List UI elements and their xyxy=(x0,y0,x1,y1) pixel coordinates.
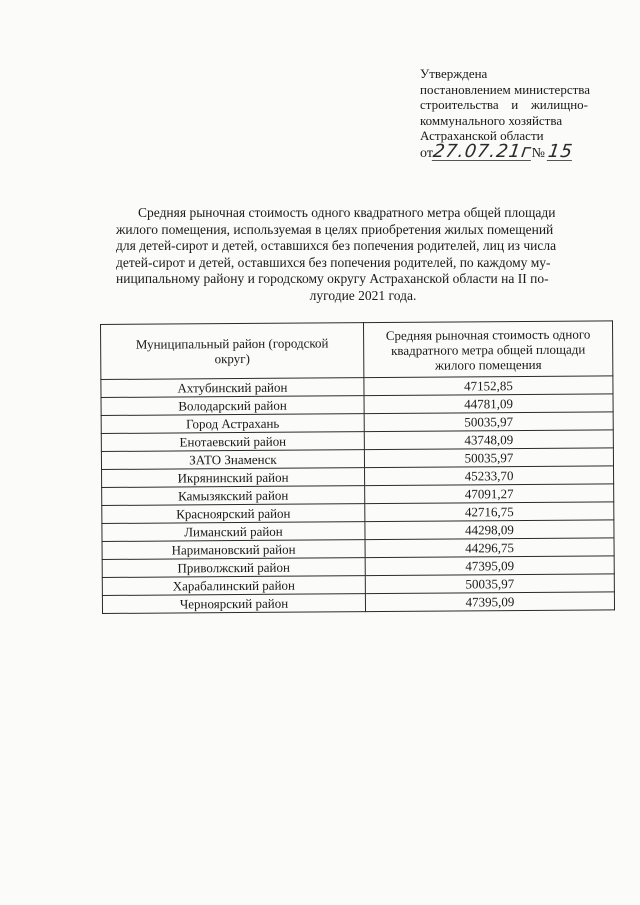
title-line: Средняя рыночная стоимость одного квадратного метра общей площади xyxy=(138,205,556,220)
price-cell: 45233,70 xyxy=(365,466,614,486)
district-cell: Харабалинский район xyxy=(102,576,365,596)
header-district-line: Муниципальный район (городской xyxy=(135,335,329,352)
approval-line-3 xyxy=(420,97,588,113)
header-district-line: округ) xyxy=(214,350,250,367)
header-price-line: квадратного метра общей площади xyxy=(390,341,586,358)
title-line: детей-сирот и детей, оставшихся без попечения родителей, по каждому му- xyxy=(116,254,551,270)
district-cell: Ахтубинский район xyxy=(101,378,364,398)
header-district xyxy=(101,323,364,380)
title-line: для детей-сирот и детей, оставшихся без попечения родителей, лиц из числа xyxy=(116,238,557,253)
district-cell: Икрянинский район xyxy=(102,468,365,488)
approval-date-line xyxy=(420,140,575,162)
price-cell: 50035,97 xyxy=(364,412,613,432)
approval-line-5: Астраханской области xyxy=(420,128,544,143)
price-cell: 47395,09 xyxy=(365,592,614,612)
price-cell: 44298,09 xyxy=(365,520,614,540)
price-cell: 44296,75 xyxy=(365,538,614,558)
district-cell: Володарский район xyxy=(101,396,364,416)
price-cell: 47395,09 xyxy=(365,556,614,576)
date-prefix: от xyxy=(420,145,433,161)
price-cell: 50035,97 xyxy=(364,448,613,468)
title-line: ниципальному району и городскому округу Астраханской области на II по- xyxy=(116,271,549,286)
title-line: лугодие 2021 года. xyxy=(309,287,417,303)
district-cell: Лиманский район xyxy=(102,522,365,542)
handwritten-date: 27.07.21г xyxy=(431,140,534,162)
district-cell: Черноярский район xyxy=(102,594,365,614)
header-price xyxy=(363,321,612,378)
price-cell: 47152,85 xyxy=(364,376,613,396)
district-cell: ЗАТО Знаменск xyxy=(101,450,364,470)
district-cell: Город Астрахань xyxy=(101,414,364,434)
price-cell: 43748,09 xyxy=(364,430,613,450)
price-cell: 50035,97 xyxy=(365,574,614,594)
district-cell: Красноярский район xyxy=(102,504,365,524)
price-cell: 42716,75 xyxy=(365,502,614,522)
handwritten-number: 15 xyxy=(547,140,575,162)
district-cell: Камызякский район xyxy=(102,486,365,506)
district-cell: Енотаевский район xyxy=(101,432,364,452)
district-cell: Приволжский район xyxy=(102,558,365,578)
approval-line-3-word-1: строительства xyxy=(420,97,499,112)
table-header-row xyxy=(101,321,613,380)
table-row xyxy=(102,592,614,614)
title-line: жилого помещения, используемая в целях приобретения жилых помещений xyxy=(116,221,554,237)
approval-line-2: постановлением министерства xyxy=(420,81,591,97)
number-prefix: № xyxy=(531,145,545,161)
approval-stamp-block xyxy=(420,66,595,161)
approval-line-1: Утверждена xyxy=(420,66,488,81)
document-title xyxy=(116,205,610,304)
header-price-line: жилого помещения xyxy=(434,356,542,373)
district-cell: Наримановский район xyxy=(102,540,365,560)
approval-line-4: коммунального хозяйства xyxy=(420,112,563,128)
header-price-line: Средняя рыночная стоимость одного xyxy=(385,326,591,343)
price-cell: 47091,27 xyxy=(365,484,614,504)
approval-line-3-word-2: и xyxy=(511,97,519,112)
approval-line-3-word-3: жилищно- xyxy=(530,97,588,112)
price-cell: 44781,09 xyxy=(364,394,613,414)
price-table xyxy=(100,320,615,614)
